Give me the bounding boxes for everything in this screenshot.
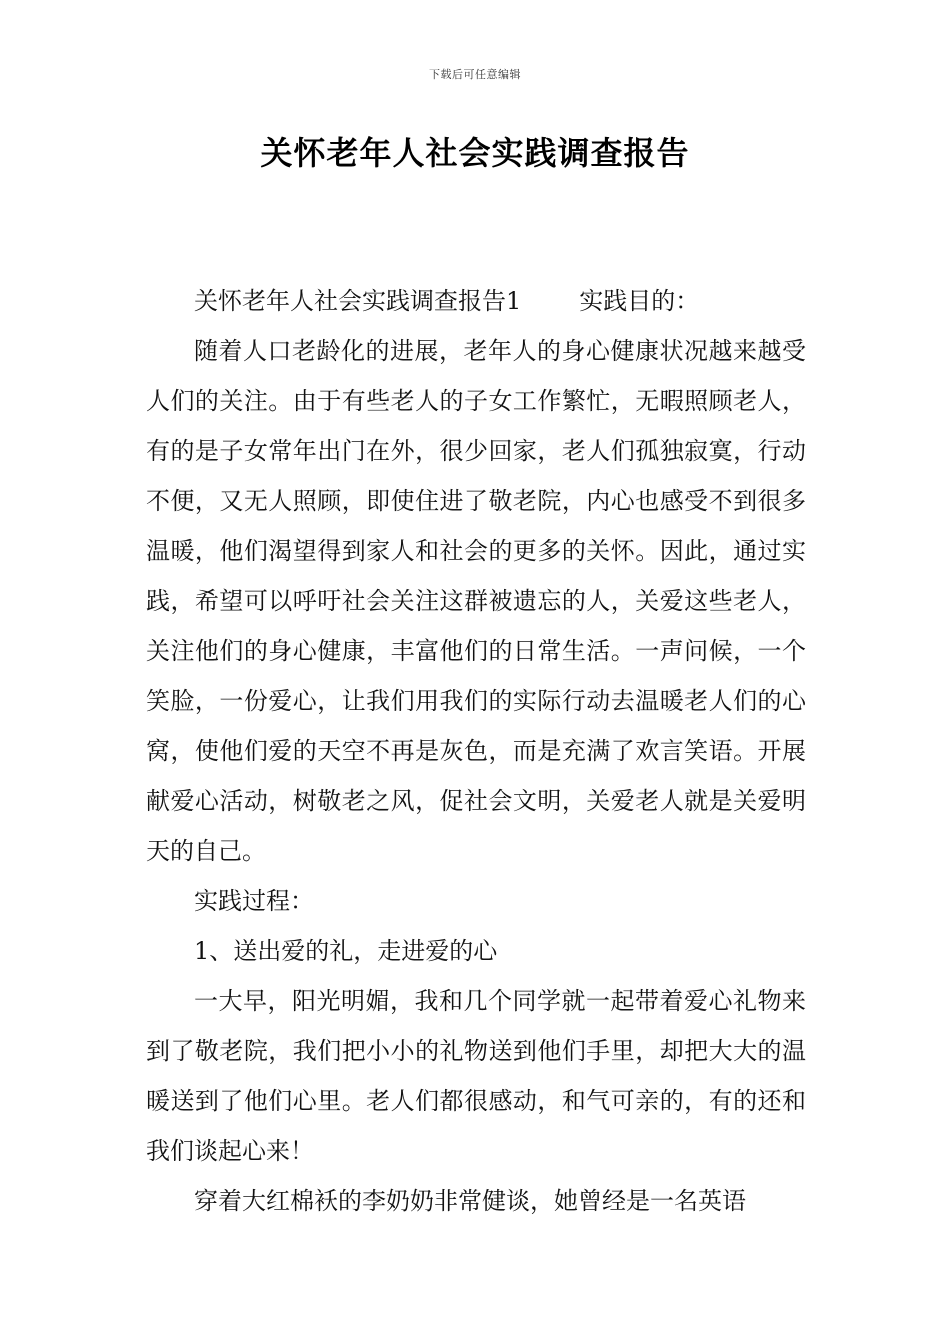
paragraph-grandma-li: 穿着大红棉袄的李奶奶非常健谈，她曾经是一名英语 — [194, 1187, 746, 1215]
paragraph-purpose: 随着人口老龄化的进展，老年人的身心健康状况越来越受人们的关注。由于有些老人的子女工作繁忙，无暇照顾老人，有的是子女常年出门在外，很少回家，老人们孤独寂寞，行动不便，又无人照顾，即使住进了敬老院，内心也感受不到很多温暖，他们渴望得到家人和社会的更多的关怀。因此，通过实践，希望可以呼吁社会关注这群被遗忘的人，关爱这些老人，关注他们的身心健康，丰富他们的日常生活。一声问候，一个笑脸，一份爱心，让我们用我们的实际行动去温暖老人们的心窝，使他们爱的天空不再是灰色，而是充满了欢言笑语。开展献爱心活动，树敬老之风，促社会文明，关爱老人就是关爱明天的自己。 — [146, 337, 806, 865]
intro-line — [146, 276, 806, 326]
document-body — [146, 276, 806, 1226]
heading-practice-process: 实践过程： — [194, 887, 314, 915]
report-section-title: 关怀老年人社会实践调查报告1 — [194, 287, 522, 315]
document-title: 关怀老年人社会实践调查报告 — [260, 134, 690, 172]
paragraph-visit: 一大早，阳光明媚，我和几个同学就一起带着爱心礼物来到了敬老院，我们把小小的礼物送到他们手里，却把大大的温暖送到了他们心里。老人们都很感动，和气可亲的，有的还和我们谈起心来！ — [146, 987, 806, 1165]
heading-step-1: 1、送出爱的礼，走进爱的心 — [194, 937, 498, 965]
practice-purpose-heading: 实践目的： — [579, 287, 700, 315]
header-note: 下载后可任意编辑 — [429, 68, 521, 81]
